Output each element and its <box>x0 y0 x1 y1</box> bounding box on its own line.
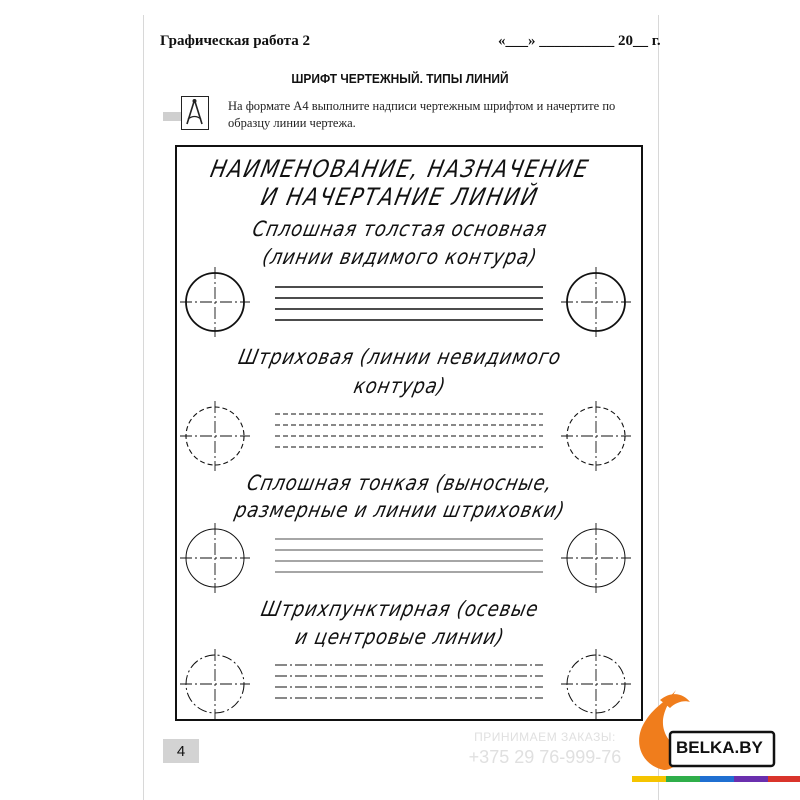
section-4-title-line-2: и центровые линии) <box>293 625 507 649</box>
work-title: Графическая работа 2 <box>160 33 310 49</box>
sheet-heading-line-1: НАИМЕНОВАНИЕ, НАЗНАЧЕНИЕ <box>207 155 593 183</box>
section-3-title-line-2: размерные и линии штриховки) <box>232 498 568 522</box>
section-4-title-line-1: Штрихпунктирная (осевые <box>258 597 542 621</box>
watermark-line-1: ПРИНИМАЕМ ЗАКАЗЫ: <box>474 730 616 744</box>
section-2-title-line-1: Штриховая (линии невидимого <box>236 345 564 369</box>
task-instructions: На формате А4 выполните надписи чертежным шрифтом и начертите по образцу линии чертежа. <box>228 99 616 130</box>
date-field: «___» __________ 20__ г. <box>498 33 661 49</box>
watermark-line-2: +375 29 76-999-76 <box>468 747 622 767</box>
section-2-title-line-2: контура) <box>351 374 449 398</box>
page-number: 4 <box>163 739 199 763</box>
section-1-title-line-2: (линии видимого контура) <box>260 245 540 269</box>
section-1-title-line-1: Сплошная толстая основная <box>250 217 550 241</box>
subject-heading: ШРИФТ ЧЕРТЕЖНЫЙ. ТИПЫ ЛИНИЙ <box>291 71 509 86</box>
section-3-title-line-1: Сплошная тонкая (выносные, <box>244 471 556 495</box>
sheet-heading-line-2: И НАЧЕРТАНИЕ ЛИНИЙ <box>258 183 542 211</box>
logo-text: BELKA.BY <box>676 738 763 757</box>
